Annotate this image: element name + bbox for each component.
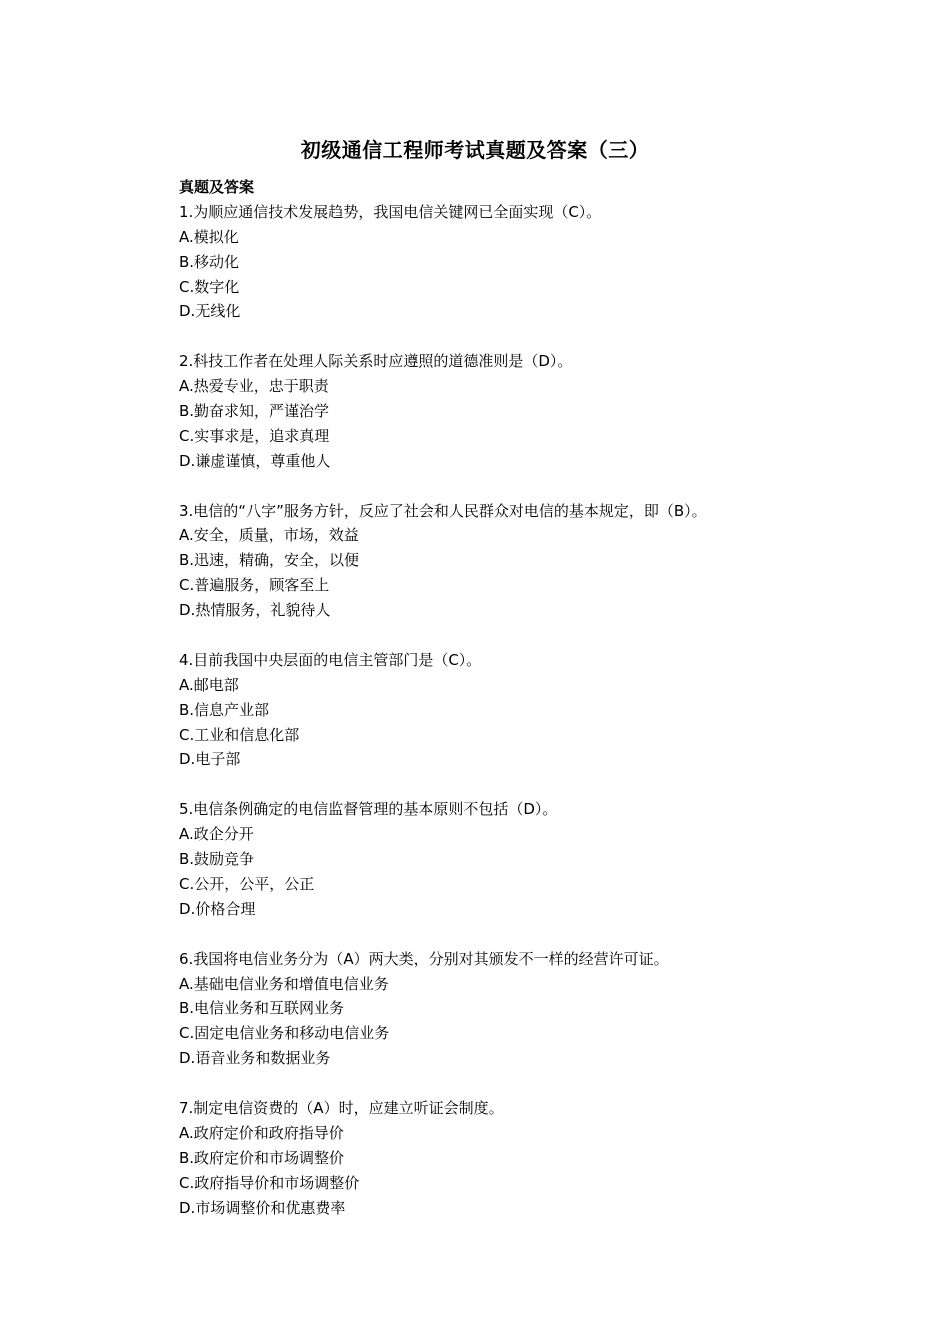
option-c: C.政府指导价和市场调整价 [179,1173,360,1192]
question-2 [179,349,879,473]
question-3 [179,499,879,623]
option-a: A.邮电部 [179,675,239,694]
option-a: A.政企分开 [179,825,254,844]
option-d: D.无线化 [179,302,241,321]
option-c: C.普遍服务，顾客至上 [179,576,330,595]
option-b: B.勤奋求知，严谨治学 [179,402,330,421]
section-heading: 真题及答案 [179,178,255,196]
question-7 [179,1096,879,1220]
option-a: A.基础电信业务和增值电信业务 [179,974,389,993]
option-a: A.模拟化 [179,227,239,246]
question-1 [179,200,879,324]
option-b: B.政府定价和市场调整价 [179,1148,345,1167]
option-d: D.电子部 [179,750,241,769]
option-a: A.政府定价和政府指导价 [179,1123,344,1142]
option-d: D.谦虚谨慎，尊重他人 [179,451,331,470]
option-c: C.工业和信息化部 [179,725,300,744]
option-b: B.移动化 [179,252,240,271]
document-title: 初级通信工程师考试真题及答案（三） [300,138,650,162]
question-stem: 3.电信的“八字”服务方针，反应了社会和人民群众对电信的基本规定，即（B）。 [179,501,707,520]
question-5 [179,797,879,921]
question-stem: 5.电信条例确定的电信监督管理的基本原则不包括（D）。 [179,800,558,819]
option-a: A.热爱专业，忠于职责 [179,377,329,396]
option-b: B.信息产业部 [179,700,270,719]
option-b: B.电信业务和互联网业务 [179,999,345,1018]
option-a: A.安全，质量，市场，效益 [179,526,359,545]
option-b: B.迅速，精确，安全，以便 [179,551,360,570]
option-d: D.语音业务和数据业务 [179,1049,331,1068]
question-6 [179,947,879,1071]
option-c: C.数字化 [179,277,240,296]
question-stem: 4.目前我国中央层面的电信主管部门是（C）。 [179,650,482,669]
question-4 [179,648,879,772]
question-stem: 1.为顺应通信技术发展趋势，我国电信关键网已全面实现（C）。 [179,202,602,221]
question-stem: 6.我国将电信业务分为（A）两大类，分别对其颁发不一样的经营许可证。 [179,949,669,968]
option-b: B.鼓励竞争 [179,850,255,869]
option-d: D.价格合理 [179,899,256,918]
question-stem: 2.科技工作者在处理人际关系时应遵照的道德准则是（D）。 [179,352,573,371]
document-content [179,175,879,1245]
option-d: D.热情服务，礼貌待人 [179,601,331,620]
question-stem: 7.制定电信资费的（A）时，应建立听证会制度。 [179,1098,504,1117]
option-c: C.公开，公平，公正 [179,874,315,893]
option-d: D.市场调整价和优惠费率 [179,1198,346,1217]
option-c: C.实事求是，追求真理 [179,426,330,445]
option-c: C.固定电信业务和移动电信业务 [179,1024,390,1043]
